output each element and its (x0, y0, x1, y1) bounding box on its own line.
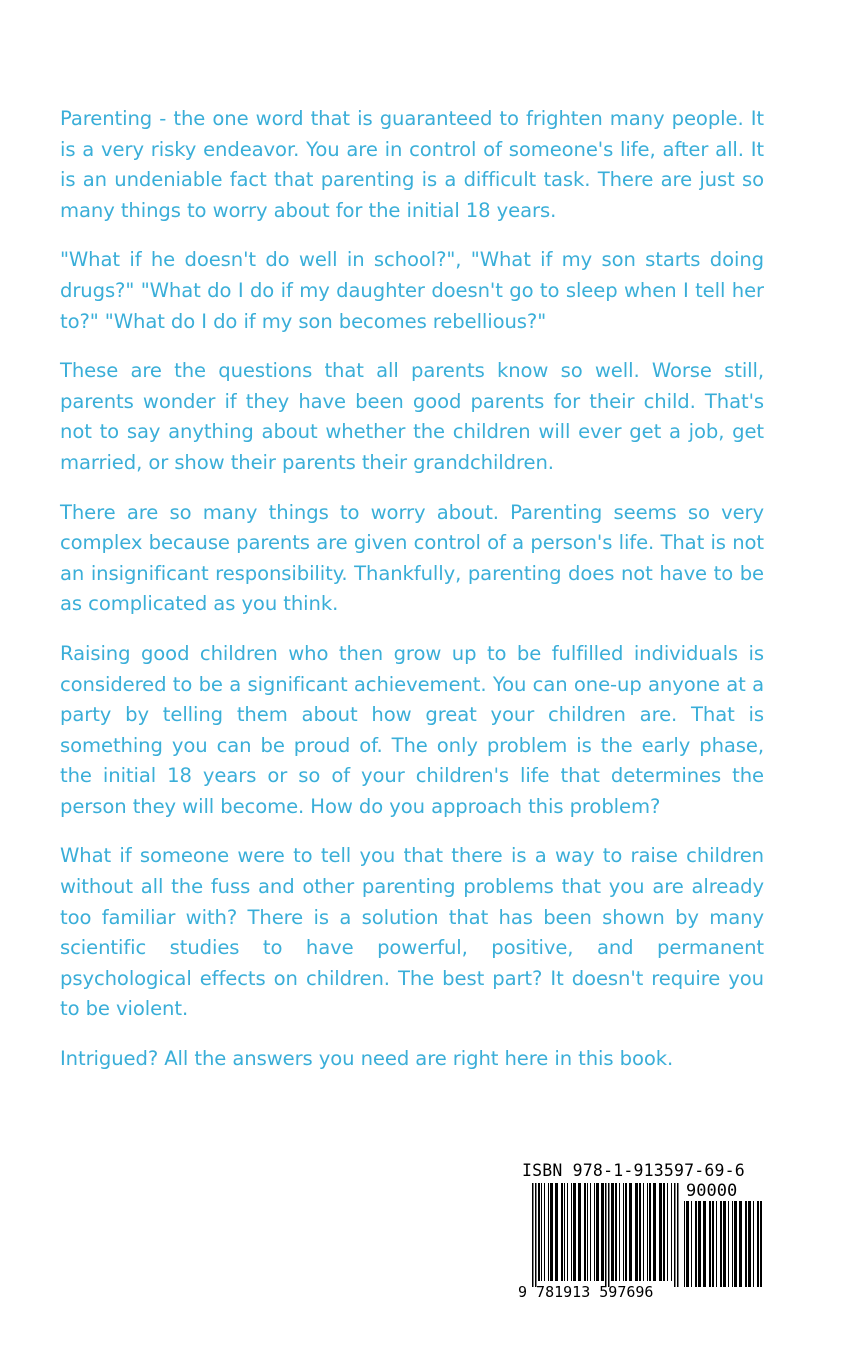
barcode-bar (555, 1183, 558, 1281)
barcode-guard-bar (674, 1183, 676, 1287)
barcode-bar (671, 1183, 672, 1281)
barcode-bar (757, 1201, 759, 1287)
price-code: 90000 (686, 1181, 738, 1201)
barcode-bar (716, 1201, 717, 1287)
barcode-bar (732, 1201, 733, 1287)
barcode-bar (548, 1183, 549, 1281)
barcode-bar (611, 1183, 614, 1281)
barcode-bar (728, 1201, 729, 1287)
barcode-bar (653, 1183, 656, 1281)
barcode-bar (691, 1201, 692, 1287)
isbn-label: ISBN 978-1-913597-69-6 (522, 1161, 745, 1180)
barcode-guard-bar (608, 1183, 610, 1287)
blurb-text (60, 104, 764, 1094)
barcode-bar (584, 1183, 586, 1281)
barcode-bar (667, 1183, 668, 1281)
barcode-bar (544, 1183, 545, 1281)
barcode-bar (567, 1183, 568, 1281)
barcode-guard-bar (532, 1183, 534, 1287)
barcode-bar (712, 1201, 714, 1287)
barcode-bar (720, 1201, 722, 1287)
barcode-bar (723, 1201, 726, 1287)
barcode-bar (684, 1201, 685, 1287)
blurb-paragraph-2: "What if he doesn't do well in school?", "What if my son starts doing drugs?" "What do I do if my daughter doesn't go to sleep when I tell her to?" "What do I do if my son becomes rebellious?" (60, 248, 764, 333)
barcode-bar (623, 1183, 624, 1281)
barcode-bar (745, 1201, 747, 1287)
blurb-paragraph-1: Parenting - the one word that is guaranteed to frighten many people. It is a very risky endeavor. You are in control of someone's life, after all. It is an undeniable fact that parenting is a difficult task. There are just so many things to worry about for the initial 18 years. (60, 107, 764, 222)
barcode-bar (587, 1183, 588, 1281)
barcode-bar (739, 1201, 742, 1287)
barcode-bar (695, 1201, 697, 1287)
barcode-bar (709, 1201, 711, 1287)
ean-digits: 9 781913 597696 (518, 1283, 654, 1301)
barcode-bar (629, 1183, 632, 1281)
barcode-bar (753, 1201, 754, 1287)
barcode-bar (590, 1183, 591, 1281)
barcode-guard-bar (677, 1183, 679, 1287)
barcode-bar (619, 1183, 620, 1281)
barcode-bar (541, 1183, 542, 1281)
barcode-bar (659, 1183, 662, 1281)
barcode-guard-bar (605, 1183, 607, 1287)
blurb-paragraph-4: There are so many things to worry about. Parenting seems so very complex because parents are given control of a person's life. That is not an insignificant responsibility. Thankfully, parenting does not have to be as complicated as you think. (60, 500, 764, 616)
barcode-bar (635, 1183, 638, 1281)
isbn-barcode (518, 1161, 768, 1306)
barcode-bar (615, 1183, 617, 1281)
barcode-bar (643, 1183, 644, 1281)
barcode-bar (550, 1183, 553, 1281)
blurb-paragraph-6: What if someone were to tell you that there is a way to raise children without all the fuss and other parenting problems that you are already too familiar with? There is a solution that has been shown by many scientific studies to have powerful, positive, and permanent psychological effects on children. The best part? It doesn't require you to be violent. (60, 844, 764, 1021)
blurb-paragraph-3: These are the questions that all parents know so well. Worse still, parents wonder if they have been good parents for their child. That's not to say anything about whether the children will ever get a job, get married, or show their parents their grandchildren. (60, 359, 764, 474)
blurb-paragraph-7: Intrigued? All the answers you need are right here in this book. (60, 1047, 674, 1071)
barcode-bar (639, 1183, 641, 1281)
barcode-bar (564, 1183, 565, 1281)
barcode-bar (601, 1183, 604, 1281)
barcode-bar (663, 1183, 665, 1281)
barcode-bar (538, 1183, 540, 1281)
barcode-bar (649, 1183, 651, 1281)
barcode-guard-bar (535, 1183, 537, 1287)
barcode-bar (578, 1183, 581, 1281)
barcode-bar (571, 1183, 572, 1281)
barcode-bar (760, 1201, 762, 1287)
barcode-bar (594, 1183, 595, 1281)
barcode-bar (561, 1183, 563, 1281)
barcode-bar (573, 1183, 576, 1281)
barcode-bar (703, 1201, 706, 1287)
barcode-bar (647, 1183, 648, 1281)
barcode-bar (734, 1201, 737, 1287)
barcode-bar (748, 1201, 751, 1287)
barcode-bar (686, 1201, 689, 1287)
blurb-paragraph-5: Raising good children who then grow up to be fulfilled individuals is considered to be a significant achievement. You can one-up anyone at a party by telling them about how great your children are. That is something you can be proud of. The only problem is the early phase, the initial 18 years or so of your children's life that determines the person they will become. How do you approach this problem? (60, 641, 764, 818)
barcode-bar (698, 1201, 701, 1287)
barcode-bar (625, 1183, 627, 1281)
barcode-bar (596, 1183, 599, 1281)
